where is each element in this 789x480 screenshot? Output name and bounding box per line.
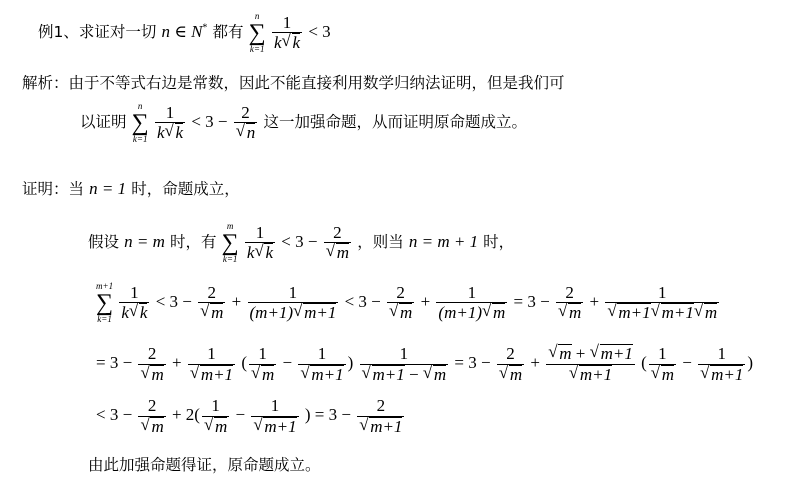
analysis-text-2a: 以证明 — [80, 112, 127, 131]
strengthened-inequality: n ∑ k=1 $\frac{1}{k√ k}$ < 3 − 2 √ n — [132, 112, 264, 131]
proof-base-text: 时，命题成立， — [131, 180, 240, 198]
when-text: 时， — [483, 232, 515, 251]
proof-conclusion: 由此加强命题得证，原命题成立。 — [88, 456, 321, 474]
analysis-line-1 — [22, 76, 565, 92]
when-have-text: 时，有 — [169, 232, 217, 251]
analysis-text-2b: 这一加强命题，从而证明原命题成立。 — [263, 112, 528, 131]
assume-text: 假设 — [88, 232, 120, 251]
example-prompt: 求证对一切 — [78, 22, 157, 41]
example-all-have: 都有 — [212, 22, 244, 41]
example-condition: n ∈ N* — [161, 21, 208, 41]
example-inequality: n ∑ k=1 $\frac{1}{k√ k}$ < 3 — [249, 22, 331, 41]
proof-base-line — [22, 180, 240, 198]
analysis-line-2 — [80, 102, 527, 144]
derivation-line-1: m+1 ∑ k=1 $\frac{1}{k√ k}$ < 3 − 2 √ m + $\frac{1}{(m+1)√ m+1}$ < 3 − 2 √ m + $\frac{1}{(m+1)√ m}$ = 3 − 2 √ m + 1 √ m+1√ m+1√ m — [96, 282, 721, 324]
proof-when: 当 — [68, 180, 85, 198]
proof-label: 证明： — [22, 180, 69, 198]
derivation-line-2: = 3 − 2 √ m + 1 √ m+1 ( 1 √ m − 1 √ m+1 ) 1 √ m+1 − √ m = 3 − 2 √ m + √ m + √ m+1 √ m+1 ( 1 √ m − 1 √ m+1 ) — [96, 344, 753, 384]
then-when-text: ，则当 — [357, 232, 404, 251]
n-equals-m-plus-1: n = m + 1 — [408, 231, 479, 251]
analysis-label: 解析： — [22, 74, 69, 92]
example-line — [38, 12, 331, 54]
example-title: 例1、 — [38, 22, 79, 41]
derivation-line-3: < 3 − 2 √ m + 2( 1 √ m − 1 √ m+1 ) = 3 − 2 √ m+1 — [96, 396, 406, 436]
n-equals-1: n = 1 — [89, 179, 127, 198]
proof-assumption-line — [88, 222, 514, 264]
n-equals-m: n = m — [124, 231, 165, 251]
analysis-text-1: 由于不等式右边是常数，因此不能直接利用数学归纳法证明，但是我们可 — [68, 74, 565, 92]
assumption-inequality: m ∑ k=1 $\frac{1}{k√ k}$ < 3 − 2 √ m — [222, 232, 358, 251]
